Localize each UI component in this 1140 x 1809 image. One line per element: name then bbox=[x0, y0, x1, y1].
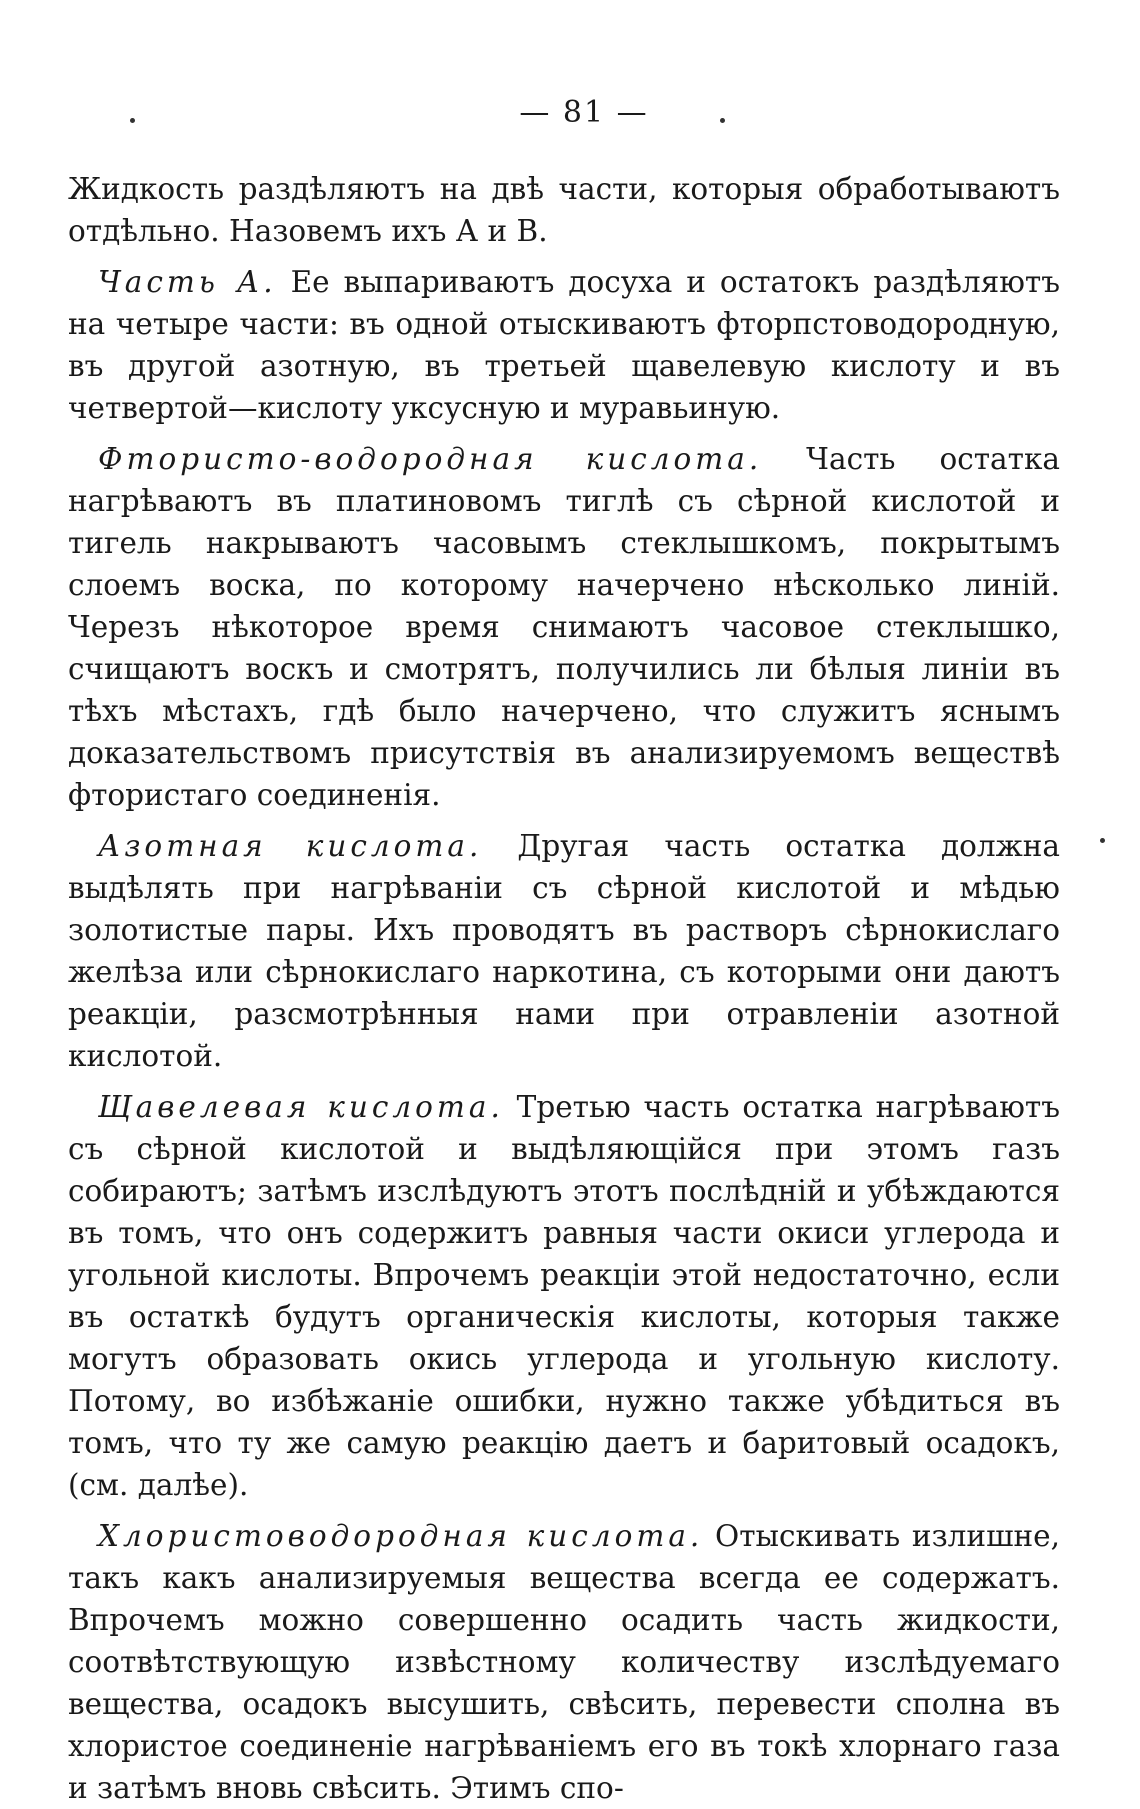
paragraph-nitric-acid bbox=[68, 825, 1060, 1077]
page-number: — 81 — bbox=[519, 95, 649, 130]
paragraph-text: Третью часть остатка нагрѣваютъ съ сѣрной кислотой и выдѣляющійся при этомъ газъ собираютъ; затѣмъ изслѣдуютъ этотъ послѣдній и убѣждаются въ томъ, что онъ содержитъ равныя части окиси углерода и угольной кислоты. Впрочемъ реакціи этой недостаточно, если въ остаткѣ будутъ органическія кислоты, которыя также могутъ образовать окись углерода и угольную кислоту. Потому, во избѣжаніе ошибки, нужно также убѣдиться въ томъ, что ту же самую реакцію даетъ и баритовый осадокъ, (см. далѣе). bbox=[68, 1090, 1061, 1502]
paragraph-text: Другая часть остатка должна выдѣлять при нагрѣваніи съ сѣрной кислотой и мѣдью золотистые пары. Ихъ проводятъ въ растворъ сѣрнокислаго желѣза или сѣрнокислаго наркотина, съ которыми они даютъ реакціи, разсмотрѣнныя нами при отравленіи азотной кислотой. bbox=[68, 829, 1060, 1073]
print-speck bbox=[720, 118, 725, 123]
paragraph-heading: Азотная кислота. bbox=[98, 829, 483, 863]
paragraph-text: Жидкость раздѣляютъ на двѣ части, которыя обработываютъ отдѣльно. Назовемъ ихъ А и В. bbox=[68, 172, 1060, 248]
paragraph-intro bbox=[68, 168, 1060, 252]
paragraph-heading: Фтористо-водородная кислота. bbox=[98, 442, 763, 476]
paragraph-heading: Щавелевая кислота. bbox=[98, 1090, 504, 1124]
print-speck bbox=[130, 118, 135, 123]
paragraph-text: Часть остатка нагрѣваютъ въ платиновомъ тиглѣ съ сѣрной кислотой и тигель накрываютъ часовымъ стеклышкомъ, покрытымъ слоемъ воска, по которому начерчено нѣсколько линій. Черезъ нѣкоторое время снимаютъ часовое стеклышко, счищаютъ воскъ и смотрятъ, получились ли бѣлыя линіи въ тѣхъ мѣстахъ, гдѣ было начерчено, что служитъ яснымъ доказательствомъ присутствія въ анализируемомъ веществѣ фтористаго соединенія. bbox=[68, 442, 1060, 812]
paragraph-oxalic-acid bbox=[68, 1086, 1060, 1506]
paragraph-text: Отыскивать излишне, такъ какъ анализируемыя вещества всегда ее содержатъ. Впрочемъ можно совершенно осадить часть жидкости, соотвѣтствующую извѣстному количеству изслѣдуемаго вещества, осадокъ высушить, свѣсить, перевести сполна въ хлористое соединеніе нагрѣваніемъ его въ токѣ хлорнаго газа и затѣмъ вновь свѣсить. Этимъ спо- bbox=[68, 1519, 1061, 1805]
paragraph-heading: Хлористоводородная кислота. bbox=[98, 1519, 704, 1553]
paragraph-part-a bbox=[68, 261, 1060, 429]
paragraph-hydrofluoric-acid bbox=[68, 438, 1060, 816]
print-speck bbox=[1100, 838, 1105, 843]
body-text bbox=[68, 168, 1060, 1809]
paragraph-heading: Часть А. bbox=[98, 265, 277, 299]
paragraph-text: Ее выпариваютъ досуха и остатокъ раздѣляютъ на четыре части: въ одной отыскиваютъ фторпстоводородную, въ другой азотную, въ третьей щавелевую кислоту и въ четвертой—кислоту уксусную и муравьиную. bbox=[68, 265, 1060, 425]
